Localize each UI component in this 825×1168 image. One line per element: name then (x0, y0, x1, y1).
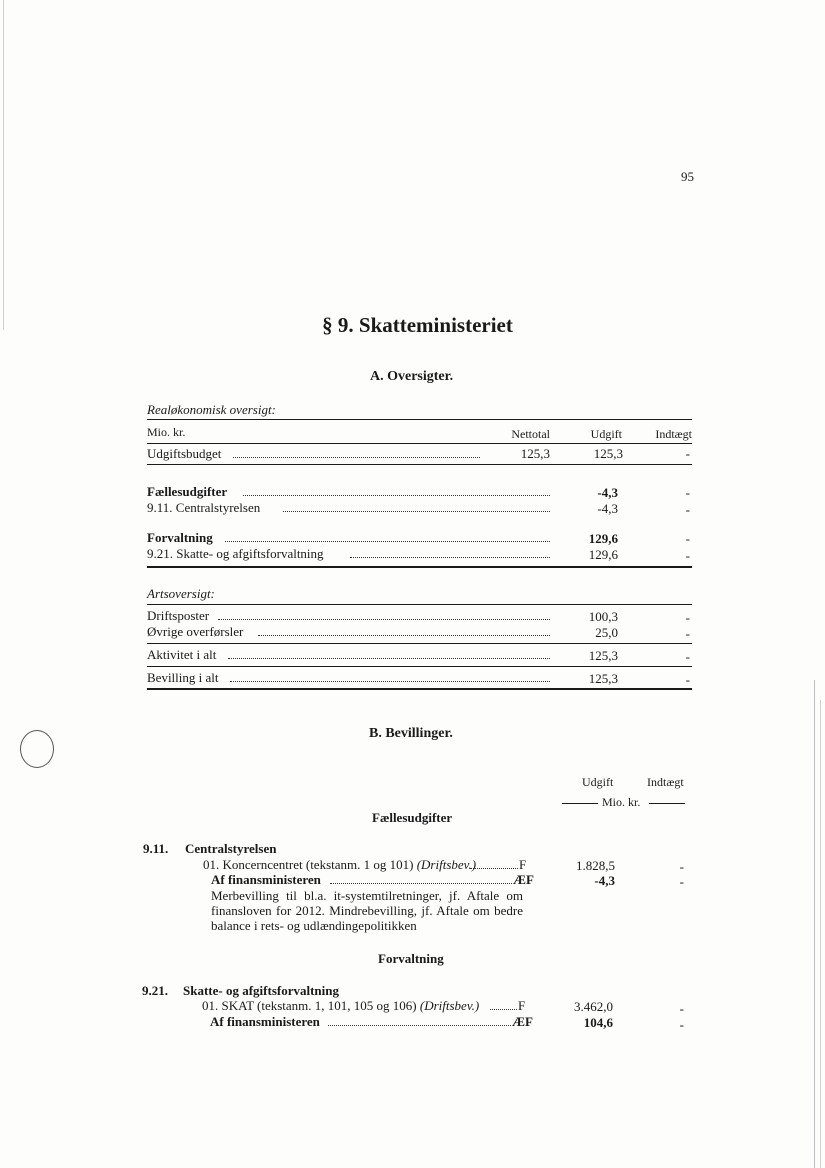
item-label: 9.21. Skatte- og afgiftsforvaltning (147, 546, 324, 561)
page-title: § 9. Skatteministeriet (322, 313, 513, 337)
b-group-heading: Fællesudgifter (372, 810, 453, 825)
rule-arts-top (147, 604, 692, 605)
item-udgift: -4,3 (597, 501, 618, 516)
section-a-heading: A. Oversigter. (370, 369, 454, 384)
b-line-text (202, 998, 479, 1014)
scan-edge-right (814, 680, 815, 1168)
rule-arts-end (147, 688, 692, 690)
b-line-label: Af finansministeren (211, 872, 321, 887)
rule-header (147, 443, 692, 444)
leader-dots (470, 868, 518, 869)
arts-row-indtaegt: - (685, 649, 690, 664)
b-line-indtaegt: - (679, 1001, 684, 1016)
col-udgift: Udgift (590, 427, 622, 441)
b-group-heading: Forvaltning (378, 951, 444, 966)
rule-budget (147, 464, 692, 465)
item-indtaegt: - (685, 502, 690, 517)
b-line-label: 01. Koncerncentret (tekstanm. 1 og 101) (203, 857, 417, 872)
artsoversigt-caption: Artsoversigt: (147, 586, 215, 601)
item-indtaegt: - (685, 548, 690, 563)
arts-row-indtaegt: - (685, 672, 690, 687)
b-line-indtaegt: - (679, 859, 684, 874)
group-indtaegt: - (685, 485, 690, 500)
unit-rule-left (562, 803, 598, 804)
col-nettotal: Nettotal (511, 427, 550, 441)
b-line-udgift: 3.462,0 (574, 999, 613, 1014)
b-account-number: 9.21. (142, 983, 168, 998)
arts-row-udgift: 125,3 (588, 648, 618, 663)
b-col-indtaegt: Indtægt (647, 775, 684, 789)
leader-dots (230, 681, 550, 682)
realokonomisk-caption: Realøkonomisk oversigt: (147, 402, 276, 417)
budget-nettotal: 125,3 (520, 446, 550, 461)
group-label: Forvaltning (147, 530, 213, 545)
b-line-italic: (Driftsbev.) (416, 857, 477, 872)
arts-row-label: Bevilling i alt (147, 670, 219, 685)
budget-label: Udgiftsbudget (147, 446, 222, 461)
leader-dots (258, 635, 550, 636)
leader-dots (490, 1009, 517, 1010)
scan-edge-right-2 (820, 700, 821, 1168)
unit-rule-right (649, 803, 685, 804)
b-col-udgift: Udgift (582, 775, 614, 789)
group-udgift: 129,6 (588, 531, 618, 546)
b-line-text (203, 857, 476, 873)
b-line-code: ÆF (512, 1014, 533, 1029)
rule-arts-mid (147, 643, 692, 644)
b-line-label: Af finansministeren (210, 1014, 320, 1029)
b-line-udgift: -4,3 (594, 873, 615, 888)
col-unit: Mio. kr. (147, 425, 186, 439)
budget-udgift: 125,3 (593, 446, 623, 461)
rule-top (147, 419, 692, 420)
item-label: 9.11. Centralstyrelsen (147, 500, 261, 515)
arts-row-indtaegt: - (685, 626, 690, 641)
b-note: Merbevilling til bl.a. it-systemtilretninger, jf. Aftale om finansloven for 2012. Mindrebevilling, jf. Aftale om bedre balance i rets- og udlændingepolitikken (211, 888, 523, 933)
b-line-code: F (518, 998, 526, 1013)
arts-row-label: Aktivitet i alt (147, 647, 217, 662)
b-unit: Mio. kr. (602, 795, 641, 809)
leader-dots (283, 511, 550, 512)
b-account-name: Centralstyrelsen (185, 841, 277, 856)
group-label: Fællesudgifter (147, 484, 228, 499)
b-account-number: 9.11. (143, 841, 169, 856)
leader-dots (330, 883, 512, 884)
leader-dots (243, 495, 550, 496)
leader-dots (228, 658, 550, 659)
b-line-code: F (519, 857, 527, 872)
b-line-indtaegt: - (679, 1017, 684, 1032)
arts-row-label: Driftsposter (147, 608, 210, 623)
rule-arts-aktivitet (147, 666, 692, 667)
scan-edge-left (0, 0, 4, 330)
section-b-heading: B. Bevillinger. (369, 726, 453, 741)
arts-row-label: Øvrige overførsler (147, 624, 244, 639)
b-line-udgift: 1.828,5 (576, 858, 615, 873)
arts-row-indtaegt: - (685, 610, 690, 625)
arts-row-udgift: 100,3 (588, 609, 618, 624)
leader-dots (350, 557, 550, 558)
budget-indtaegt: - (685, 446, 690, 461)
col-indtaegt: Indtægt (655, 427, 692, 441)
punch-hole-mark (20, 730, 54, 768)
b-line-italic: (Driftsbev.) (419, 998, 480, 1013)
b-account-name: Skatte- og afgiftsforvaltning (183, 983, 339, 998)
arts-row-udgift: 25,0 (595, 625, 618, 640)
leader-dots (218, 619, 550, 620)
b-line-label: 01. SKAT (tekstanm. 1, 101, 105 og 106) (202, 998, 420, 1013)
rule-realokonomisk-end (147, 566, 692, 568)
leader-dots (233, 457, 480, 458)
b-line-udgift: 104,6 (583, 1015, 613, 1030)
group-udgift: -4,3 (597, 485, 618, 500)
leader-dots (328, 1025, 511, 1026)
b-line-indtaegt: - (679, 874, 684, 889)
group-indtaegt: - (685, 531, 690, 546)
page-number: 95 (681, 169, 694, 184)
item-udgift: 129,6 (588, 547, 618, 562)
leader-dots (225, 541, 550, 542)
arts-row-udgift: 125,3 (588, 671, 618, 686)
b-line-code: ÆF (513, 872, 534, 887)
